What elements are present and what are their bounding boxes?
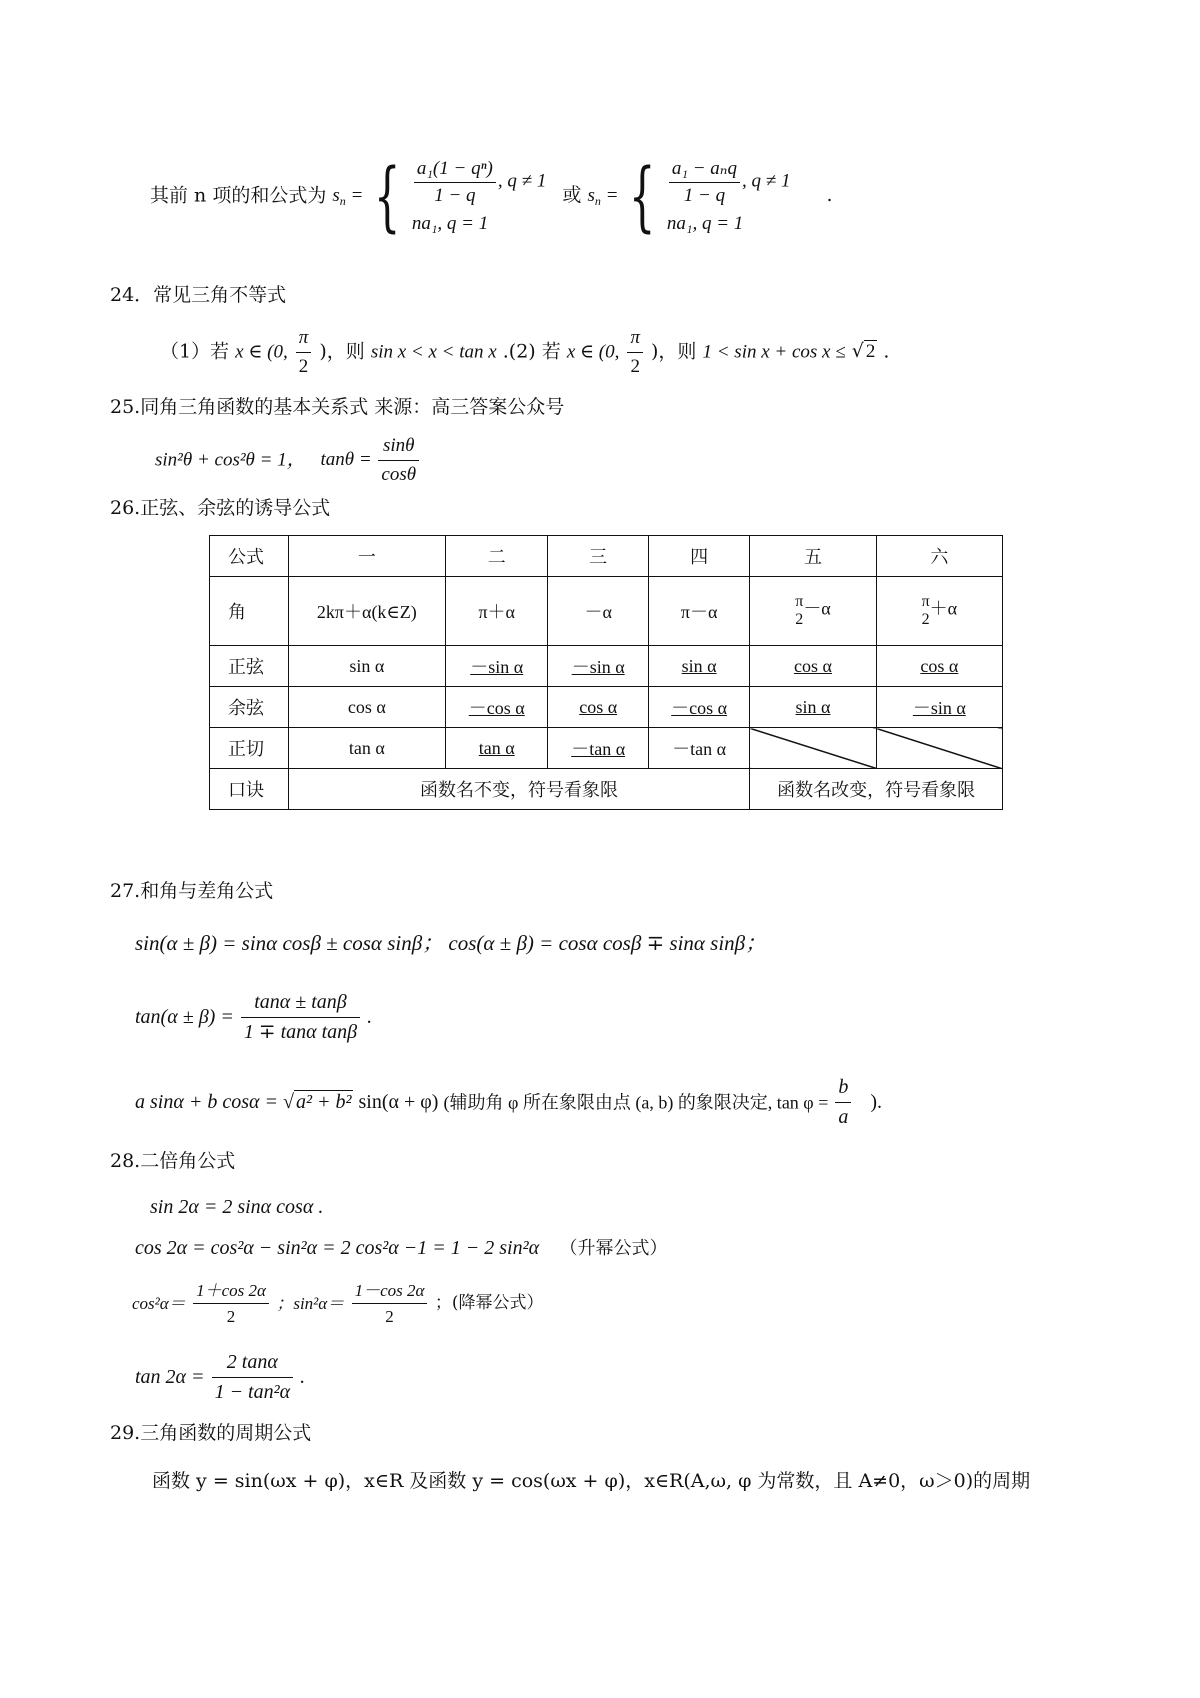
sum-difference-tan: tan(α ± β) = $\frac{\tan\alpha \pm \tan\beta}{\text{1 ∓ tanα tanβ}}$ . [135,991,373,1043]
sum-or: 或 [562,184,582,207]
table-tan-row: 正切 tan α tan α －tan α －tan α [210,728,1003,769]
double-angle-sin: sin 2α = 2 sinα cosα . [150,1196,324,1218]
section-25-heading: 25.同角三角函数的基本关系式 来源：高三答案公众号 [110,396,565,418]
section-26-heading: 26.正弦、余弦的诱导公式 [110,497,331,519]
section-29-heading: 29.三角函数的周期公式 [110,1422,312,1444]
double-angle-cos: cos 2α = cos²α − sin²α = 2 cos²α −1 = 1 − 2 sin²α （升幂公式） [135,1237,668,1259]
left-brace: { [374,151,401,241]
section-28-heading: 28.二倍角公式 [110,1150,236,1172]
induction-formula-table [209,535,1003,810]
table-sin-row: 正弦 sin α －sin α －sin α sin α cos α cos α [210,646,1003,687]
double-angle-tan: tan 2α = $\frac{2 \tan\alpha}{\text{1 − tan²α}}$ . [135,1351,306,1403]
auxiliary-angle-formula: a sinα + b cosα = √ a² + b² sin(α + φ) (辅助角 φ 所在象限由点 (a, b) 的象限决定, tan φ = $\frac{b}{a}$ ). [135,1076,883,1128]
power-reduction-formulas: cos²α＝ $\frac{1+\cos 2\alpha}{2}$ ；sin²α＝ $\frac{1-\cos 2\alpha}{2}$ ；(降幂公式） [132,1281,544,1327]
sum-formula-line: 其前 n 项的和公式为 $s_n$ = { $\frac{\text{a₁(1 − qⁿ)}}{1 - q}$ , q ≠ 1 na₁, q = 1 或 $s_n$ = { $\frac{\text{a₁ − aₙq}}{1 - q}$ , q ≠ 1 na₁, q = 1 . [150,151,833,241]
section-24-heading: 24．常见三角不等式 [110,284,287,306]
table-rhyme-row: 口诀 函数名不变，符号看象限 函数名改变，符号看象限 [210,769,1003,810]
sum-cases-alt: $\frac{\text{a₁ − aₙq}}{1 - q}$ , q ≠ 1 na₁, q = 1 [666,158,791,234]
section-27-heading: 27.和角与差角公式 [110,880,274,902]
empty-diagonal-cell [876,728,1002,769]
section-25-identities: sin²θ + cos²θ = 1， tanθ = $\frac{\sin\theta}{\cos\theta}$ [155,434,421,487]
sum-lead: 其前 n 项的和公式为 [150,184,327,207]
left-brace-2: { [629,151,656,241]
table-header-row: 公式 一 二 三 四 五 六 [210,536,1003,577]
empty-diagonal-cell [750,728,876,769]
table-cos-row: 余弦 cos α －cos α cos α －cos α sin α －sin α [210,687,1003,728]
section-24-inequalities: （1）若 x ∈ (0, $\frac{\pi}{2}$ )，则 sin x < x < tan x .(2) 若 x ∈ (0, $\frac{\pi}{2}$ )，则 1 < sin x + cos x ≤ √ 2 . [160,327,890,377]
table-angle-row: 角 2kπ＋α(k∈Z) π＋α －α π－α π 2 －α π 2 ＋α [210,577,1003,646]
sum-difference-sin-cos: sin(α ± β) = sinα cosβ ± cosα sinβ； cos(α ± β) = cosα cosβ ∓ sinα sinβ； [135,931,767,955]
sum-cases: $\frac{\text{a₁(1 − qⁿ)}}{1 - q}$ , q ≠ 1 na₁, q = 1 [411,158,547,234]
period-formula-line: 函数 y = sin(ωx + φ)，x∈R 及函数 y = cos(ωx + φ)，x∈R(A,ω, φ 为常数，且 A≠0，ω＞0)的周期 [152,1470,1031,1492]
